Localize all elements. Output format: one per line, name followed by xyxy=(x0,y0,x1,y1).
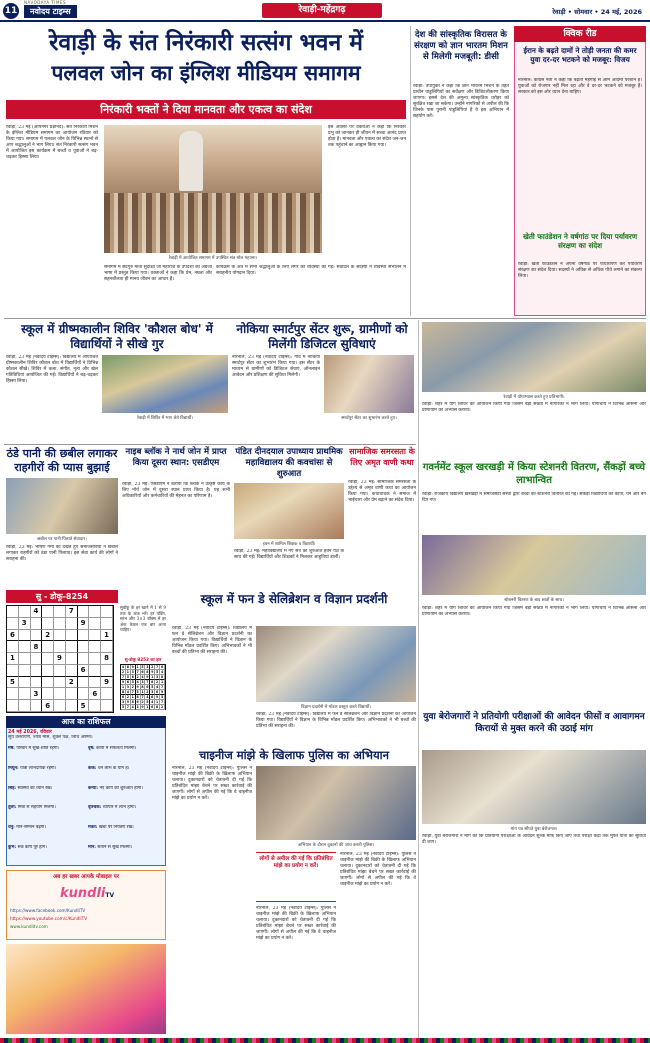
sudoku-cell xyxy=(89,653,101,665)
ad-line-2[interactable]: https://www.youtube.com/c/KundliTV xyxy=(10,916,88,921)
section-name: रेवाड़ी-महेंद्रगढ़ xyxy=(262,3,382,18)
sudoku-solution-cell: 6 xyxy=(151,695,154,699)
sudoku-solution-title: सु-डोकू 8253 का हल xyxy=(124,657,162,662)
sudoku-solution-cell: 5 xyxy=(121,705,125,709)
lead-photo xyxy=(104,125,322,253)
horoscope-title: आज का राशिफल xyxy=(6,716,166,728)
sudoku-cell xyxy=(7,665,19,677)
sudoku-cell xyxy=(31,653,43,665)
sudoku-solution-cell: 8 xyxy=(151,680,154,684)
sudoku-cell xyxy=(19,688,31,700)
sudoku-solution-cell: 3 xyxy=(141,680,144,684)
ad-brand: kundli xyxy=(60,886,106,901)
sudoku-cell xyxy=(66,688,78,700)
horoscope-sign xyxy=(8,805,84,824)
sudoku-grid xyxy=(6,605,114,713)
lead-body-col1: रेवाड़ी, 23 मई (आर्यनगर प्रज्ञानंद): संत निरंकारी मिशन के इंग्लिश मीडियम समागम का आयोजन रविवार को किया गया। समागम में पलवल जोन के विभिन्न स्थानों से आए श्रद्धालुओं ने भाग लिया। संत निरंकारी सत्संग भवन में आयोजित इस कार्यक्रम में बच्चों व युवाओं ने बढ़-चढ़कर हिस्सा लिया। xyxy=(6,125,98,160)
sudoku-cell xyxy=(78,630,90,642)
horoscope-sign-text: परिवार में सुख-शांति रहेगी। xyxy=(16,746,60,751)
stationery-body: रेवाड़ी: राजकीय विद्यालय खरखड़ी में समाजसेवी संस्था द्वारा बच्चों को स्टेशनरी वितरित की गई। सैंकड़ों विद्यार्थियों को कॉपी, पेन और बैग दिए गए। xyxy=(422,492,646,503)
sudoku-solution-cell: 6 xyxy=(126,680,129,684)
sudoku-cell xyxy=(19,677,31,689)
speaker-figure xyxy=(179,131,203,191)
sudoku-solution-cell: 7 xyxy=(160,700,164,704)
sudoku-cell xyxy=(7,700,19,712)
sudoku-cell: 6 xyxy=(89,688,101,700)
lead-body-col3: समागम में सदगुरु माता सुदीक्षा जी महाराज के उपदेशों को अंग्रेजी भाषा में प्रस्तुत किया गया। वक्ताओं ने कहा कि प्रेम, नम्रता और सहनशीलता ही मानव जीवन का आधार हैं। xyxy=(104,265,212,282)
sudoku-cell: 5 xyxy=(7,677,19,689)
sudoku-solution-cell: 4 xyxy=(156,685,159,689)
horoscope-sign-name: मेष: xyxy=(8,746,17,751)
sudoku-cell xyxy=(42,677,54,689)
naib-body: रेवाड़ी, 23 मई: एसडीएम ने बताया कि ब्लॉक ने उत्कृष्ट कार्य के लिए नॉर्थ जोन में दूसरा स्थान प्राप्त किया है। यह सभी अधिकारियों और कर्मचारियों की मेहनत का परिणाम है। xyxy=(122,482,230,499)
manjha-body-more: नारनौल, 23 मई (नवोदय टाइम्स): पुलिस ने चाइनीज मांझे की बिक्री के खिलाफ अभियान चलाया। दुकानदारों को चेतावनी दी गई कि प्रतिबंधित मांझा बेचने पर सख्त कार्रवाई की जाएगी। लोगों से अपील की गई कि वे चाइनीज मांझे का प्रयोग न करें। xyxy=(340,852,416,887)
pandit-headline: पंडित दीनदयाल उपाध्याय प्राथमिक महाविद्यालय की कवचांसः से शुरुआत xyxy=(235,447,343,479)
nokia-photo xyxy=(324,355,414,413)
sudoku-cell xyxy=(66,641,78,653)
stationery-headline: गवर्नमेंट स्कूल खरखड़ी में किया स्टेशनरी वितरण, सैंकड़ों बच्चे लाभान्वित xyxy=(422,462,646,486)
water-body: रेवाड़ी, 23 मई: भीषण गर्मी को देखते हुए समाजसेवियों ने छबील लगाकर राहगीरों को ठंडा पानी पिलाया। इस सेवा कार्य की लोगों ने सराहना की। xyxy=(6,545,118,562)
sudoku-cell xyxy=(31,618,43,630)
lead-headline-1: रेवाड़ी के संत निरंकारी सत्संग भवन में xyxy=(49,30,363,56)
sudoku-cell xyxy=(89,606,101,618)
yoga-caption: रेवाड़ी में योगाभ्यास करते हुए प्रतिभागी। xyxy=(503,395,565,400)
stationery-body-more: रेवाड़ी: शहर में योग शिविर का आयोजन किया गया जिसमें बड़ी संख्या में नागरिकों ने भाग लिया। योगाचार्य ने विभिन्न आसनों और प्राणायाम का अभ्यास कराया। xyxy=(422,606,646,617)
sudoku-solution-cell: 6 xyxy=(121,695,125,699)
horoscope-intro: सूर्य उत्तरायण, ज्येष्ठ मास, शुक्ल पक्ष, तिथि अष्टमी। xyxy=(8,735,93,740)
water-photo xyxy=(6,478,118,534)
sudoku-cell xyxy=(7,618,19,630)
sudoku-solution-cell: 2 xyxy=(146,690,149,694)
sudoku-cell xyxy=(101,618,113,630)
kundli-ad xyxy=(6,870,166,940)
sudoku-solution-cell: 6 xyxy=(160,665,164,669)
sudoku-solution-cell: 8 xyxy=(160,675,164,679)
sudoku-cell: 9 xyxy=(54,653,66,665)
sudoku-solution-cell: 8 xyxy=(146,670,149,674)
sudoku-solution-cell: 6 xyxy=(146,685,149,689)
sudoku-cell xyxy=(19,630,31,642)
sudoku-cell xyxy=(89,700,101,712)
jobless-body: रेवाड़ी: युवा बेरोजगारों ने मांग की कि प्रतियोगी परीक्षाओं के आवेदन शुल्क माफ किए जाएं तथा परीक्षा केंद्रों तक मुफ्त यात्रा की सुविधा दी जाए। xyxy=(422,834,646,845)
sudoku-solution-cell: 1 xyxy=(146,705,149,709)
sudoku-solution-cell: 7 xyxy=(131,690,134,694)
audience-rows xyxy=(104,193,322,253)
lead-body-col2: इस अवसर पर वक्ताओं ने कहा कि निरंकार प्रभु को जानकर ही जीवन में सच्चा आनंद प्राप्त होता है। मानवता और एकत्व का संदेश जन-जन तक पहुंचाने का आह्वान किया गया। xyxy=(328,125,406,148)
sudoku-cell xyxy=(19,700,31,712)
sudoku-solution-cell: 3 xyxy=(131,670,134,674)
sudoku-solution-cell: 8 xyxy=(141,685,144,689)
sudoku-cell xyxy=(54,677,66,689)
sudoku-solution-cell: 4 xyxy=(151,700,154,704)
sudoku-cell xyxy=(66,653,78,665)
sudoku-solution-cell: 7 xyxy=(160,685,164,689)
sudoku-solution-cell: 4 xyxy=(160,670,164,674)
yoga-body: रेवाड़ी: शहर में योग शिविर का आयोजन किया गया जिसमें बड़ी संख्या में नागरिकों ने भाग लिया। योगाचार्य ने विभिन्न आसनों और प्राणायाम का अभ्यास कराया। xyxy=(422,402,646,413)
lead-headline-2: पलवल जोन का इंग्लिश मीडियम समागम xyxy=(51,61,361,85)
ad-banner xyxy=(6,944,166,1034)
sudoku-solution-cell: 9 xyxy=(131,665,134,669)
sudoku-solution-cell: 2 xyxy=(156,680,159,684)
sudoku-solution-cell: 5 xyxy=(126,675,129,679)
lead-strap: निरंकारी भक्तों ने दिया मानवता और एकत्व का संदेश xyxy=(6,100,406,119)
manjha-quote: लोगों से अपील की गई कि प्रतिबंधित मांझे का प्रयोग न करें। xyxy=(256,852,336,902)
jobless-caption: मांग पत्र सौंपते युवा बेरोजगार। xyxy=(510,827,558,832)
horoscope-sign-text: संतान से सुख मिलेगा। xyxy=(97,845,133,851)
sudoku-solution-cell: 5 xyxy=(141,665,144,669)
sudoku-solution-cell: 2 xyxy=(151,665,154,669)
sudoku-cell xyxy=(78,653,90,665)
ad-headline: अब हर खबर आपके मोबाइल पर xyxy=(52,874,120,880)
pandit-photo xyxy=(234,483,344,539)
sudoku-solution-cell: 4 xyxy=(131,705,134,709)
page-bottom-border xyxy=(0,1038,650,1043)
sudoku-cell xyxy=(31,630,43,642)
sudoku-solution-cell: 5 xyxy=(160,695,164,699)
horoscope-sign-name: तुला: xyxy=(8,805,18,811)
sudoku-solution-cell: 8 xyxy=(126,665,129,669)
pandit-caption: हवन में शामिल शिक्षक व विद्यार्थी। xyxy=(262,542,316,547)
sudoku-solution-grid xyxy=(120,664,166,710)
sudoku-solution-cell: 1 xyxy=(131,695,134,699)
horoscope-sign xyxy=(8,766,84,785)
sudoku-solution-cell: 9 xyxy=(136,685,139,689)
ad-logo xyxy=(60,882,116,904)
sudoku-solution-cell: 6 xyxy=(131,675,134,679)
sudoku-solution-cell: 8 xyxy=(156,705,159,709)
sudoku-solution-cell: 1 xyxy=(136,665,139,669)
summer-camp-caption: रेवाड़ी में शिविर में भाग लेते विद्यार्थी। xyxy=(136,416,194,421)
section-divider xyxy=(4,444,416,445)
sudoku-solution-cell: 3 xyxy=(151,690,154,694)
summer-camp-headline: स्कूल में ग्रीष्मकालीन शिविर 'कौशल बोध' में विद्यार्थियों ने सीखे गुर xyxy=(21,322,213,351)
sudoku-title: सु - डोकू-8254 xyxy=(6,590,118,603)
sudoku-solution-cell: 8 xyxy=(131,700,134,704)
sudoku-cell xyxy=(7,688,19,700)
horoscope-sign-name: वृष: xyxy=(88,746,97,751)
nokia-body: नारनौल, 23 मई (नवोदय टाइम्स): गांव में नोकिया स्मार्टपुर सेंटर का शुभारंभ किया गया। इस सेंटर के माध्यम से ग्रामीणों को डिजिटल सेवाएं, ऑनलाइन आवेदन और प्रशिक्षण की सुविधा मिलेगी। xyxy=(232,355,320,378)
sudoku-hint: सुडोकू के हर खाने में 1 से 9 तक के अंक भरें। हर पंक्ति, स्तंभ और 3×3 बॉक्स में हर अंक केवल एक बार आना चाहिए। xyxy=(120,605,166,632)
horoscope-sign-name: कन्या: xyxy=(88,785,100,791)
sudoku-cell xyxy=(101,606,113,618)
social-body: रेवाड़ी, 23 मई: सामाजिक समरसता के उद्देश्य से अमृत वाणी कथा का आयोजन किया गया। कथावाचक ने समाज में भाईचारा और प्रेम बढ़ाने का संदेश दिया। xyxy=(348,480,416,503)
sudoku-solution-cell: 9 xyxy=(121,680,125,684)
sudoku-solution-cell: 3 xyxy=(136,705,139,709)
sudoku-solution-cell: 6 xyxy=(141,670,144,674)
sudoku-cell xyxy=(89,665,101,677)
quick-read-headline-2: खेती फाउंडेशन ने वर्षगांठ पर दिया पर्यावरण संरक्षण का संदेश xyxy=(522,232,638,250)
sudoku-cell xyxy=(7,641,19,653)
sudoku-cell xyxy=(66,630,78,642)
sudoku-cell xyxy=(78,606,90,618)
sudoku-solution-cell: 2 xyxy=(131,685,134,689)
nokia-headline: नोकिया स्मार्टपुर सेंटर शुरू, ग्रामीणों को मिलेंगी डिजिटल सुविधाएं xyxy=(236,322,408,351)
horoscope-sign xyxy=(88,766,164,785)
sudoku-cell xyxy=(54,618,66,630)
sudoku-cell xyxy=(31,665,43,677)
sudoku-cell: 8 xyxy=(101,653,113,665)
sudoku-solution-cell: 3 xyxy=(126,685,129,689)
sudoku-solution-cell: 9 xyxy=(126,700,129,704)
manjha-headline: चाइनीज मांझे के खिलाफ पुलिस का अभियान xyxy=(198,748,390,762)
fun-day-headline: स्कूल में फन डे सेलिब्रेशन व विज्ञान प्रदर्शनी xyxy=(200,592,388,606)
sudoku-cell xyxy=(31,677,43,689)
sudoku-cell xyxy=(19,653,31,665)
sudoku-solution-cell: 5 xyxy=(136,690,139,694)
sudoku-solution-cell: 2 xyxy=(141,700,144,704)
sudoku-solution-cell: 9 xyxy=(141,705,144,709)
yoga-photo xyxy=(422,322,646,392)
sudoku-cell xyxy=(54,665,66,677)
sudoku-cell xyxy=(89,641,101,653)
sudoku-cell xyxy=(101,665,113,677)
sudoku-solution-cell: 5 xyxy=(131,680,134,684)
manjha-caption: अभियान के दौरान दुकानों की जांच करती पुलिस। xyxy=(297,843,375,848)
sudoku-cell: 3 xyxy=(31,688,43,700)
sudoku-cell xyxy=(54,641,66,653)
sudoku-solution-cell: 5 xyxy=(146,700,149,704)
ad-brand-suffix: TV xyxy=(105,892,115,899)
manjha-body-col3: नारनौल, 23 मई (नवोदय टाइम्स): पुलिस ने चाइनीज मांझे की बिक्री के खिलाफ अभियान चलाया। दुकानदारों को चेतावनी दी गई कि प्रतिबंधित मांझा बेचने पर सख्त कार्रवाई की जाएगी। लोगों से अपील की गई कि वे चाइनीज मांझे का प्रयोग न करें। xyxy=(256,906,336,941)
horoscope-sign xyxy=(8,845,84,864)
horoscope-sign-name: कर्क: xyxy=(88,765,98,771)
quick-read-body-2: रेवाड़ी: खेती फाउंडेशन ने अपनी वर्षगांठ पर पौधारोपण कर पर्यावरण संरक्षण का संदेश दिया। सदस्यों ने अधिक से अधिक पौधे लगाने का संकल्प लिया। xyxy=(518,262,642,279)
sudoku-cell: 3 xyxy=(19,618,31,630)
sudoku-solution-cell: 5 xyxy=(156,670,159,674)
horoscope-sign xyxy=(88,845,164,864)
sudoku-solution-cell: 7 xyxy=(156,665,159,669)
nokia-caption: स्मार्टपुर सेंटर का शुभारंभ करते हुए। xyxy=(341,416,397,421)
horoscope-sign xyxy=(88,805,164,824)
fun-day-caption: विज्ञान प्रदर्शनी में मॉडल प्रस्तुत करते विद्यार्थी। xyxy=(301,705,371,710)
jobless-photo xyxy=(422,750,646,824)
sudoku-cell xyxy=(89,630,101,642)
brand-small: NAVODAYA TIMES xyxy=(24,0,67,5)
sudoku-cell: 6 xyxy=(42,700,54,712)
sudoku-solution-cell: 6 xyxy=(156,690,159,694)
horoscope-sign-text: खर्चों पर नियंत्रण रखें। xyxy=(98,825,134,831)
sudoku-solution-cell: 5 xyxy=(151,685,154,689)
sudoku-cell xyxy=(7,606,19,618)
sudoku-solution-cell: 7 xyxy=(136,670,139,674)
horoscope-sign-name: वृश्चिक: xyxy=(88,805,103,811)
sudoku-cell: 8 xyxy=(31,641,43,653)
sudoku-solution-cell: 2 xyxy=(126,695,129,699)
horoscope-sign xyxy=(8,746,84,765)
sudoku-solution-cell: 7 xyxy=(146,680,149,684)
summer-camp-photo xyxy=(102,355,228,413)
pandit-body: रेवाड़ी, 23 मई: महाविद्यालय में नए सत्र की शुरुआत हवन यज्ञ के साथ की गई। विद्यार्थियों और शिक्षकों ने मिलकर आहुतियां डालीं। xyxy=(234,549,344,560)
sudoku-cell xyxy=(78,677,90,689)
fun-day-photo xyxy=(256,626,416,702)
horoscope-sign xyxy=(88,786,164,805)
horoscope-sign-text: स्वास्थ्य का ध्यान रखें। xyxy=(17,785,53,791)
sudoku-cell xyxy=(78,688,90,700)
sudoku-cell: 7 xyxy=(66,606,78,618)
sudoku-cell xyxy=(42,688,54,700)
horoscope-signs xyxy=(8,746,164,864)
horoscope-sign xyxy=(8,786,84,805)
jobless-headline: युवा बेरोजगारों ने प्रतियोगी परीक्षाओं की आवेदन फीसों व आवागमन किरायों से मुक्त करने की उठाई मांग xyxy=(423,712,645,734)
sudoku-solution-cell: 7 xyxy=(141,695,144,699)
sudoku-solution-cell: 1 xyxy=(121,685,125,689)
sudoku-cell xyxy=(78,641,90,653)
sudoku-cell xyxy=(101,688,113,700)
ad-line-3[interactable]: www.kundlitv.com xyxy=(10,924,48,929)
stationery-caption: स्टेशनरी वितरण के बाद छात्रों के साथ। xyxy=(504,598,564,603)
page-number: 11 xyxy=(3,3,19,19)
horoscope-sign-text: रुके कार्य पूरे होंगे। xyxy=(17,845,47,851)
sudoku-cell xyxy=(66,700,78,712)
summer-camp-body: रेवाड़ी, 23 मई (नवोदय टाइम्स): विद्यालय में आयोजित ग्रीष्मकालीन शिविर कौशल बोध में विद्यार्थियों ने विभिन्न कौशल सीखे। शिविर में कला, संगीत, नृत्य और खेल गतिविधियां आयोजित की गईं। विद्यार्थियों ने बढ़-चढ़कर हिस्सा लिया। xyxy=(6,355,98,384)
sudoku-solution-cell: 3 xyxy=(121,700,125,704)
sudoku-cell xyxy=(19,606,31,618)
sudoku-cell xyxy=(54,630,66,642)
sudoku-cell xyxy=(42,665,54,677)
sudoku-solution-cell: 8 xyxy=(121,690,125,694)
sudoku-cell: 6 xyxy=(7,630,19,642)
social-headline: सामाजिक समरसता के लिए अमृत वाणी कथा xyxy=(349,447,415,467)
sudoku-solution-cell: 1 xyxy=(160,680,164,684)
sudoku-solution-cell: 1 xyxy=(151,675,154,679)
dateline: रेवाड़ी • सोमवार • 24 मई, 2026 xyxy=(552,8,642,16)
column-divider xyxy=(418,320,419,1040)
sudoku-solution-cell: 1 xyxy=(156,700,159,704)
horoscope-sign-text: मित्रों से सहयोग मिलेगा। xyxy=(17,805,56,811)
sudoku-cell: 1 xyxy=(101,630,113,642)
brand-name: नवोदय टाइम्स xyxy=(24,5,77,18)
sudoku-cell xyxy=(54,606,66,618)
section-divider xyxy=(4,318,646,319)
page-header xyxy=(0,0,650,22)
sudoku-solution-cell: 3 xyxy=(146,665,149,669)
sudoku-solution-cell: 2 xyxy=(121,670,125,674)
horoscope-sign-text: व्यापार में लाभ होगा। xyxy=(102,805,137,811)
sudoku-solution-cell: 9 xyxy=(156,695,159,699)
sudoku-solution-cell: 1 xyxy=(126,670,129,674)
water-headline: ठंडे पानी की छबील लगाकर राहगीरों की प्यास बुझाई xyxy=(6,447,118,474)
sudoku-cell xyxy=(31,700,43,712)
sudoku-solution-cell: 4 xyxy=(126,690,129,694)
sudoku-solution-cell: 3 xyxy=(156,675,159,679)
fun-day-body-more: रेवाड़ी, 23 मई (नवोदय टाइम्स): विद्यालय में फन डे सेलिब्रेशन और विज्ञान प्रदर्शनी का आयोजन किया गया। विद्यार्थियों ने विज्ञान के विभिन्न मॉडल प्रदर्शित किए। अभिभावकों ने भी बच्चों की प्रतिभा की सराहना की। xyxy=(256,712,416,729)
sudoku-cell xyxy=(19,665,31,677)
horoscope-sign-text: नए कार्य की शुरुआत होगी। xyxy=(99,785,143,791)
horoscope-sign-text: धन लाभ के योग हैं। xyxy=(97,765,130,771)
sudoku-solution-cell: 7 xyxy=(126,705,129,709)
sudoku-cell xyxy=(89,618,101,630)
column-divider xyxy=(410,26,411,316)
horoscope-sign xyxy=(88,825,164,844)
sudoku-cell: 9 xyxy=(78,618,90,630)
horoscope-sign-text: मान-सम्मान बढ़ेगा। xyxy=(16,825,47,831)
sudoku-cell xyxy=(54,700,66,712)
sudoku-cell: 2 xyxy=(66,677,78,689)
sudoku-cell xyxy=(54,688,66,700)
naib-headline: नाइब ब्लॉक ने नार्थ जोन में प्राप्त किया दूसरा स्थान: एसडीएम xyxy=(125,447,227,468)
sudoku-cell xyxy=(101,700,113,712)
sudoku-solution-cell: 6 xyxy=(136,700,139,704)
sudoku-cell: 6 xyxy=(78,665,90,677)
horoscope-sign-name: मकर: xyxy=(88,825,99,831)
sudoku-solution-cell: 8 xyxy=(136,695,139,699)
sudoku-solution-cell: 2 xyxy=(160,705,164,709)
horoscope-sign-name: सिंह: xyxy=(8,785,18,791)
horoscope-date: 24 मई 2026, रविवार xyxy=(8,730,52,735)
manjha-body: नारनौल, 23 मई (नवोदय टाइम्स): पुलिस ने चाइनीज मांझे की बिक्री के खिलाफ अभियान चलाया। दुकानदारों को चेतावनी दी गई कि प्रतिबंधित मांझा बेचने पर सख्त कार्रवाई की जाएगी। लोगों से अपील की गई कि वे चाइनीज मांझे का प्रयोग न करें। xyxy=(172,766,252,801)
quick-read-body-1: नारनौल: कांग्रेस नेता ने कहा कि बढ़ती महंगाई से आम आदमी परेशान है। युवाओं को रोजगार नहीं मिल रहा और वे दर-दर भटकने को मजबूर हैं। सरकार को इस ओर ध्यान देना चाहिए। xyxy=(518,78,642,95)
lead-body-col4: कार्यक्रम के अंत में सभी श्रद्धालुओं के लिए लंगर की व्यवस्था की गई। सेवादल के सदस्यों ने व्यवस्था संभालने में सराहनीय योगदान दिया। xyxy=(216,265,406,276)
sudoku-cell xyxy=(66,665,78,677)
sudoku-solution-cell: 9 xyxy=(146,675,149,679)
sudoku-solution-cell: 6 xyxy=(151,705,154,709)
horoscope-sign-text: कार्यों में सफलता मिलेगी। xyxy=(96,746,137,751)
sudoku-solution-cell: 4 xyxy=(136,680,139,684)
sudoku-cell: 5 xyxy=(78,700,90,712)
sudoku-cell xyxy=(66,618,78,630)
sidebar-top-body: रेवाड़ी: उपायुक्त ने कहा कि ज्ञान भारतम मिशन के तहत प्राचीन पांडुलिपियों का सर्वेक्षण और डिजिटलीकरण किया जाएगा। इससे देश की अमूल्य सांस्कृतिक धरोहर को सुरक्षित रखा जा सकेगा। उन्होंने नागरिकों से अपील की कि जिनके पास पुरानी पांडुलिपियां हैं वे इस अभियान में सहयोग करें। xyxy=(413,84,509,119)
sudoku-cell: 2 xyxy=(42,630,54,642)
manjha-photo xyxy=(256,766,416,840)
quick-read-title: क्विक रीड xyxy=(514,26,646,42)
sudoku-solution-cell: 1 xyxy=(141,690,144,694)
horoscope-sign-name: धनु: xyxy=(8,825,17,831)
sudoku-solution-cell: 9 xyxy=(151,670,154,674)
horoscope-sign-name: कुंभ: xyxy=(8,845,18,851)
sudoku-solution-cell: 4 xyxy=(141,675,144,679)
sudoku-cell: 1 xyxy=(7,653,19,665)
sudoku-cell xyxy=(42,606,54,618)
horoscope-sign-name: मीन: xyxy=(88,845,98,851)
sudoku-cell xyxy=(89,677,101,689)
sidebar-top-headline: देश की सांस्कृतिक विरासत के संरक्षण को ज्ञान भारतम मिशन से मिलेगी मजबूती: डीसी xyxy=(414,30,508,62)
sudoku-solution-cell: 2 xyxy=(136,675,139,679)
horoscope-sign-name: मिथुन: xyxy=(8,765,21,771)
sudoku-cell xyxy=(42,618,54,630)
lead-caption: रेवाड़ी में आयोजित समागम में उपस्थित संत मोल महात्मा। xyxy=(168,256,258,261)
stationery-photo xyxy=(422,535,646,595)
water-caption: छबील पर पानी पिलाते सेवादार। xyxy=(37,537,87,542)
quick-read-headline-1: ईरान के बढ़ते दामों ने तोड़ी जनता की कमर युवा दर-दर भटकने को मजबूर: विजय xyxy=(523,46,637,64)
sudoku-cell: 4 xyxy=(31,606,43,618)
sudoku-cell xyxy=(42,653,54,665)
sudoku-solution-cell: 7 xyxy=(121,675,125,679)
fun-day-body: रेवाड़ी, 23 मई (नवोदय टाइम्स): विद्यालय में फन डे सेलिब्रेशन और विज्ञान प्रदर्शनी का आयोजन किया गया। विद्यार्थियों ने विज्ञान के विभिन्न मॉडल प्रदर्शित किए। अभिभावकों ने भी बच्चों की प्रतिभा की सराहना की। xyxy=(172,626,252,655)
sudoku-cell xyxy=(42,641,54,653)
horoscope-sign xyxy=(88,746,164,765)
horoscope-sign-text: यात्रा लाभदायक रहेगी। xyxy=(20,765,57,771)
sudoku-cell xyxy=(19,641,31,653)
ad-line-1[interactable]: https://www.facebook.com/KundliTV xyxy=(10,908,86,913)
sudoku-cell: 9 xyxy=(101,677,113,689)
horoscope-sign xyxy=(8,825,84,844)
sudoku-solution-cell: 4 xyxy=(121,665,125,669)
sudoku-cell xyxy=(101,641,113,653)
sudoku-solution-cell: 4 xyxy=(146,695,149,699)
sudoku-solution-cell: 9 xyxy=(160,690,164,694)
